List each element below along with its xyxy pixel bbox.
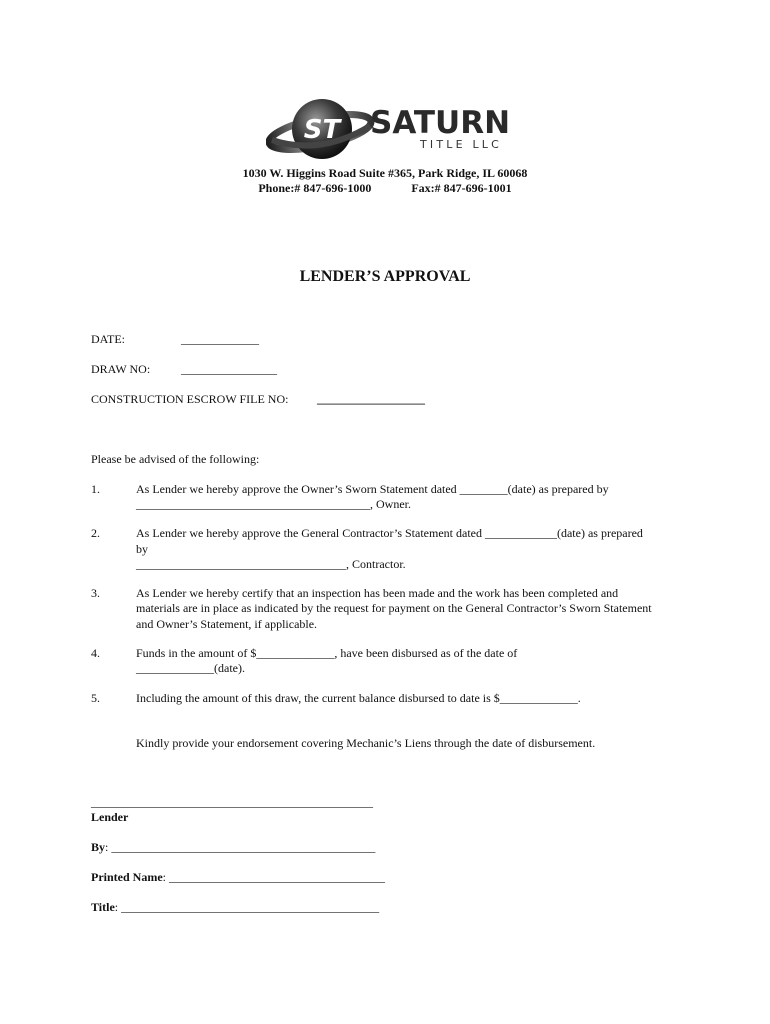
item-number: 5. bbox=[91, 691, 100, 705]
item-text-line: materials are in place as indicated by the request for payment on the General Contractor’s Sworn Statement bbox=[136, 601, 652, 615]
item-text-line: Funds in the amount of $_____________, have been disbursed as of the date of bbox=[136, 646, 518, 660]
lender-label: Lender bbox=[91, 810, 129, 824]
item-number: 3. bbox=[91, 586, 100, 600]
title-field[interactable] bbox=[91, 900, 379, 915]
intro-text: Please be advised of the following: bbox=[91, 452, 260, 466]
company-contact bbox=[0, 181, 770, 196]
draw-number-field[interactable]: ________________ bbox=[181, 362, 277, 376]
item-number: 4. bbox=[91, 646, 100, 660]
lender-signature-line[interactable]: _______________________________________________ bbox=[91, 795, 373, 809]
phone-number: Phone:# 847-696-1000 bbox=[258, 181, 372, 195]
document-title: LENDER’S APPROVAL bbox=[299, 268, 471, 285]
escrow-file-field[interactable]: __________________ bbox=[317, 392, 425, 406]
title-blank: : ___________________________________________ bbox=[114, 900, 380, 914]
item-text-line: As Lender we hereby certify that an inspection has been made and the work has been completed and bbox=[136, 586, 619, 600]
item-text-line: _____________(date). bbox=[136, 661, 245, 675]
logo-initials: ST bbox=[303, 115, 341, 145]
date-label: DATE: bbox=[91, 332, 125, 346]
printed-name-blank: : ____________________________________ bbox=[162, 870, 385, 884]
item-text-line: As Lender we hereby approve the General Contractor’s Statement dated ____________(date) as prepared bbox=[136, 526, 643, 540]
item-text-line: Including the amount of this draw, the current balance disbursed to date is $_____________. bbox=[136, 691, 581, 705]
by-label: By bbox=[91, 840, 106, 854]
item-text-line: and Owner’s Statement, if applicable. bbox=[136, 617, 318, 631]
item-text-line: ___________________________________, Contractor. bbox=[136, 557, 406, 571]
item-text-line: As Lender we hereby approve the Owner’s Sworn Statement dated ________(date) as prepared by bbox=[136, 482, 609, 496]
escrow-file-label: CONSTRUCTION ESCROW FILE NO: bbox=[91, 392, 289, 406]
item-number: 1. bbox=[91, 482, 100, 496]
item-text-line: by bbox=[136, 542, 148, 556]
item-number: 2. bbox=[91, 526, 100, 540]
by-blank: : ____________________________________________ bbox=[105, 840, 376, 854]
by-field[interactable] bbox=[91, 840, 375, 855]
draw-number-label: DRAW NO: bbox=[91, 362, 151, 376]
title-label: Title bbox=[91, 900, 115, 914]
company-subtitle: TITLE LLC bbox=[420, 138, 502, 151]
fax-number: Fax:# 847-696-1001 bbox=[411, 181, 512, 195]
company-address: 1030 W. Higgins Road Suite #365, Park Ridge, IL 60068 bbox=[242, 166, 528, 180]
printed-name-field[interactable] bbox=[91, 870, 385, 885]
printed-name-label: Printed Name bbox=[91, 870, 163, 884]
date-field[interactable]: _____________ bbox=[181, 332, 259, 346]
item-text-line: _______________________________________, Owner. bbox=[136, 497, 411, 511]
company-name: SATURN bbox=[370, 105, 511, 141]
closing-text: Kindly provide your endorsement covering Mechanic’s Liens through the date of disbursement. bbox=[136, 736, 596, 750]
